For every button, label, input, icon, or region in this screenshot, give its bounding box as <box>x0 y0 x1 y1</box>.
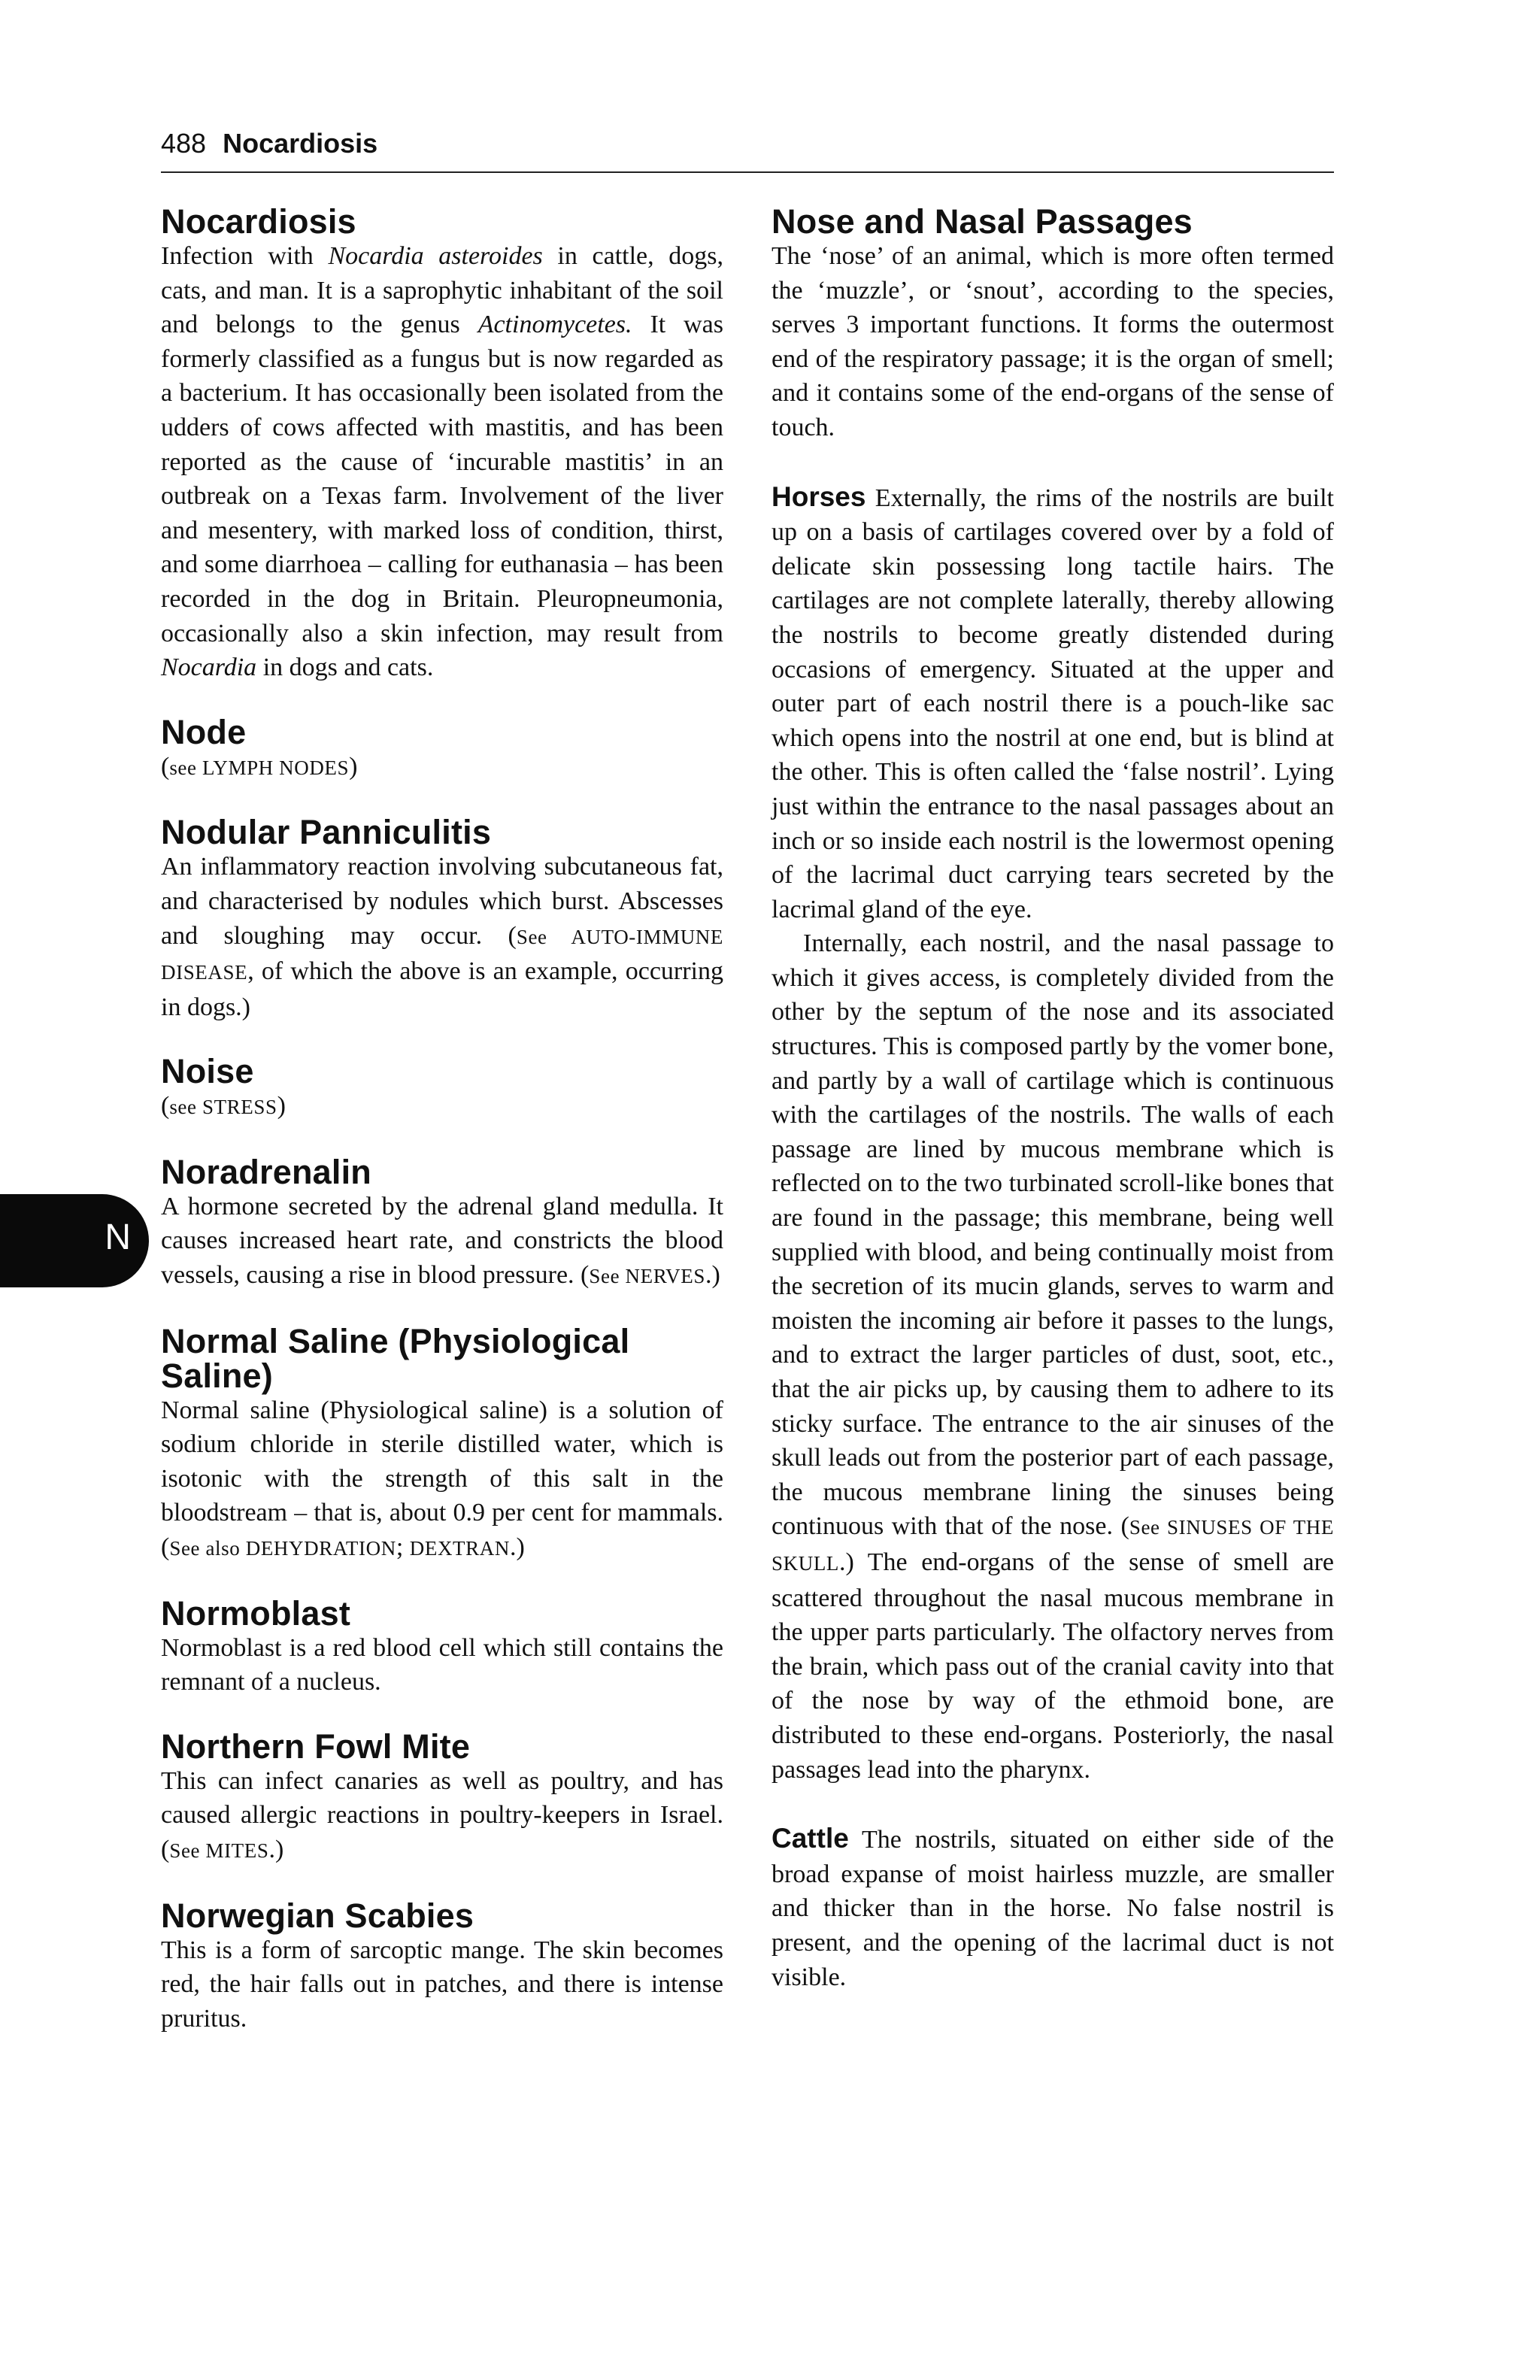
entry-body-nocardiosis: Infection with Nocardia asteroides in cattle, dogs, cats, and man. It is a saprophytic inhabitant of the soil and belongs to the genus Actinomycetes. It was formerly classified as a fungus but is now regarded as a bacterium. It has occasionally been isolated from the udders of cows affected with mastitis, and has been reported as the cause of ‘incurable mastitis’ in an outbreak on a Texas farm. Involvement of the liver and mesentery, with marked loss of condition, thirst, and some diarrhoea – calling for euthanasia – has been recorded in the dog in Britain. Pleuropneumonia, occasionally also a skin infection, may result from Nocardia in dogs and cats. <box>161 242 724 682</box>
entry-heading-normoblast: Normoblast <box>161 1593 351 1633</box>
entry-body-node: (see LYMPH NODES) <box>161 752 358 781</box>
entry-heading-node: Node <box>161 712 247 751</box>
entry-heading-noradrenalin: Noradrenalin <box>161 1152 371 1191</box>
header-rule <box>161 171 1334 173</box>
cross-reference: STRESS <box>202 1096 277 1119</box>
running-head-title: Nocardiosis <box>223 128 378 159</box>
entry-body-nose-intro: The ‘nose’ of an animal, which is more often termed the ‘muzzle’, or ‘snout’, according to the species, serves 3 important functions. It forms the outermost end of the respiratory passage; it is the organ of smell; and it contains some of the end-organs of the sense of touch. <box>772 242 1334 441</box>
cross-reference: DEXTRAN <box>409 1537 510 1560</box>
entry-body-noradrenalin: A hormone secreted by the adrenal gland medulla. It causes increased heart rate, and constricts the blood vessels, causing a rise in blood pressure. (See NERVES.) <box>161 1192 723 1290</box>
entry-heading-northern-fowl-mite: Northern Fowl Mite <box>161 1727 471 1766</box>
entry-heading-nose: Nose and Nasal Passages <box>772 202 1193 241</box>
thumb-index-tab <box>0 1194 149 1287</box>
right-column <box>772 202 1334 1994</box>
cross-reference: SINUSES OF THE SKULL <box>772 1516 1334 1575</box>
entry-body-noise: (see STRESS) <box>161 1092 286 1120</box>
running-head <box>161 126 1334 161</box>
entry-body-norwegian-scabies: This is a form of sarcoptic mange. The skin becomes red, the hair falls out in patches, and there is intense pruritus. <box>161 1936 723 2033</box>
entry-body-northern-fowl-mite: This can infect canaries as well as poultry, and has caused allergic reactions in poultry-keepers in Israel. (See MITES.) <box>161 1766 723 1863</box>
cross-reference: NERVES <box>625 1265 705 1288</box>
entry-heading-nocardiosis: Nocardiosis <box>161 202 356 241</box>
entry-heading-normal-saline: Normal Saline (Physiological Saline) <box>161 1321 630 1395</box>
entry-heading-norwegian-scabies: Norwegian Scabies <box>161 1896 474 1935</box>
left-column <box>161 202 724 2036</box>
entry-body-nose-horses-internal: Internally, each nostril, and the nasal passage to which it gives access, is completely divided from the other by the septum of the nose and its associated structures. This is composed partly by the vomer bone, and partly by a wall of cartilage which is continuous with the cartilages of the nostrils. The walls of each passage are lined by mucous membrane which is reflected on to the two turbinated scroll-like bones that are found in the passage; this membrane, being well supplied with blood, and being continually moist from the secretion of its mucin glands, serves to warm and moisten the incoming air before it passes to the lungs, and to extract the larger particles of dust, soot, etc., that the air picks up, by causing them to adhere to its sticky surface. The entrance to the air sinuses of the skull leads out from the posterior part of each passage, the mucous membrane lining the sinuses being continuous with that of the nose. (See SINUSES OF THE SKULL.) The end-organs of the sense of smell are scattered throughout the nasal mucous membrane in the upper parts particularly. The olfactory nerves from the brain, which pass out of the cranial cavity into that of the nose by way of the ethmoid bone, are distributed to these end-organs. Posteriorly, the nasal passages lead into the pharynx. <box>772 929 1334 1784</box>
thumb-index-letter: N <box>105 1217 131 1257</box>
subheading-horses: Horses <box>772 481 866 512</box>
entry-heading-nodular-panniculitis: Nodular Panniculitis <box>161 813 492 852</box>
cross-reference: DEHYDRATION <box>245 1537 396 1560</box>
entry-heading-noise: Noise <box>161 1052 254 1091</box>
entry-body-nose-cattle: Cattle The nostrils, situated on either side of the broad expanse of moist hairless muzzle, are smaller and thicker than in the horse. No false nostril is present, and the opening of the lacrimal duct is not visible. <box>772 1823 1334 1991</box>
cross-reference: AUTO-IMMUNE DISEASE <box>161 925 723 984</box>
cross-reference: LYMPH NODES <box>202 756 350 779</box>
cross-reference: MITES <box>205 1839 269 1862</box>
entry-body-nose-horses: Horses Externally, the rims of the nostrils are built up on a basis of cartilages covered over by a fold of delicate skin possessing long tactile hairs. The cartilages are not complete laterally, thereby allowing the nostrils to become greatly distended during occasions of emergency. Situated at the upper and outer part of each nostril there is a pouch-like sac which opens into the nostril at one end, but is blind at the other. This is often called the ‘false nostril’. Lying just within the entrance to the nasal passages about an inch or so inside each nostril is the lowermost opening of the lacrimal duct carrying tears secreted by the lacrimal gland of the eye. <box>772 481 1334 923</box>
page-number: 488 <box>161 128 207 159</box>
subheading-cattle: Cattle <box>772 1823 849 1854</box>
entry-body-normoblast: Normoblast is a red blood cell which still contains the remnant of a nucleus. <box>161 1633 723 1696</box>
entry-body-nodular-panniculitis: An inflammatory reaction involving subcutaneous fat, and characterised by nodules which burst. Abscesses and sloughing may occur. (See AUTO-IMMUNE DISEASE, of which the above is an example, occurring in dogs.) <box>161 853 723 1021</box>
entry-body-normal-saline: Normal saline (Physiological saline) is a solution of sodium chloride in sterile distilled water, which is isotonic with the strength of this salt in the bloodstream – that is, about 0.9 per cent for mammals. (See also DEHYDRATION; DEXTRAN.) <box>161 1396 723 1562</box>
